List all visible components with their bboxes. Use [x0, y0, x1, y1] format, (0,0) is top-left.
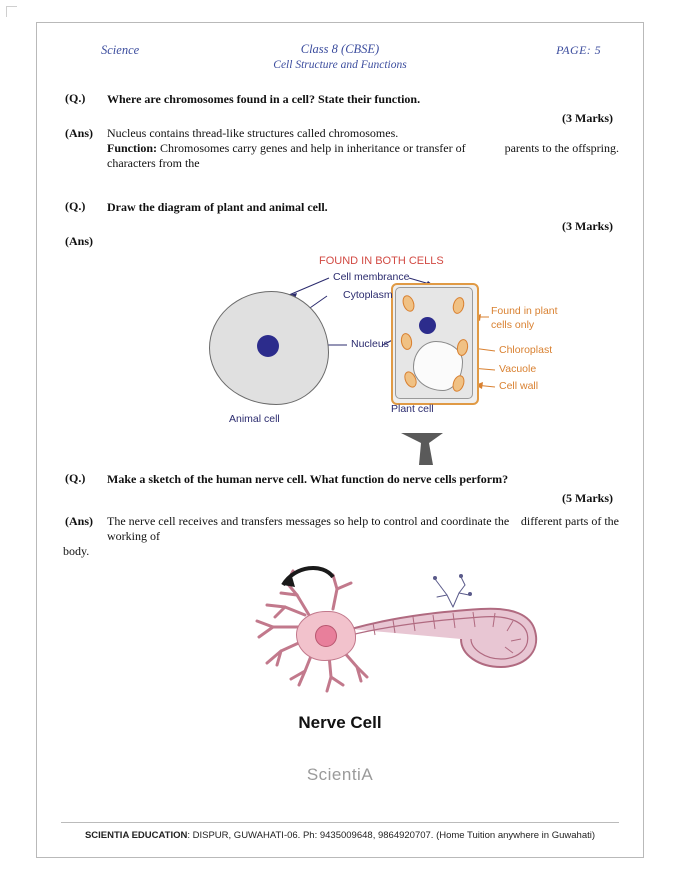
label-found-in-plant: Found in plant [491, 305, 558, 317]
figure-nerve-cell-title: Nerve Cell [298, 713, 382, 732]
label-nucleus: Nucleus [351, 338, 389, 350]
answer-tag-3: (Ans) [65, 514, 94, 528]
answer-row-1 [61, 126, 619, 171]
question-row-3 [61, 471, 619, 487]
question-row-1 [61, 91, 619, 107]
footer-brand: SCIENTIA EDUCATION [84, 830, 188, 841]
marks-3: (5 Marks) [562, 491, 613, 505]
question-text-3: Make a sketch of the human nerve cell. What function do nerve cells perform? [107, 472, 509, 486]
figure-nerve-cell [61, 563, 619, 753]
qa-block-2 [61, 199, 619, 249]
label-chloroplast: Chloroplast [499, 344, 553, 356]
answer-tag-1: (Ans) [65, 126, 94, 140]
answer-1-function-text: Chromosomes carry genes and help in inheritance or transfer of characters from the [107, 141, 466, 170]
figure-plant-animal-cell [61, 255, 619, 455]
page-header [61, 41, 619, 83]
animal-cell-nucleus [257, 335, 279, 357]
cursor-pointer-icon [399, 431, 443, 465]
answer-1-line-2 [107, 141, 619, 171]
question-tag-1: (Q.) [65, 91, 86, 105]
plant-cell-nucleus [419, 317, 436, 334]
question-tag-3: (Q.) [65, 471, 86, 485]
qa-block-1 [61, 91, 619, 171]
label-cell-wall: Cell wall [499, 380, 539, 392]
answer-3-line-2: body. [63, 544, 90, 558]
page-corner-mark [6, 6, 17, 17]
answer-text-3 [107, 514, 619, 544]
question-text-1: Where are chromosomes found in a cell? State their function. [107, 92, 421, 106]
label-cell-membrance: Cell membrance [333, 271, 410, 283]
header-subject: Science [101, 43, 140, 57]
answer-1-function-label: Function: [107, 141, 158, 155]
answer-1-line-2-tail: parents to the offspring. [504, 141, 619, 155]
question-text-2: Draw the diagram of plant and animal cell. [107, 200, 328, 214]
answer-3-line-1 [107, 514, 619, 544]
nerve-cell-nucleus [315, 625, 337, 647]
marks-2: (3 Marks) [562, 219, 613, 233]
label-vacuole: Vacuole [499, 363, 537, 375]
label-animal-cell: Animal cell [229, 413, 280, 425]
answer-1-line-2-main [107, 141, 505, 171]
question-tag-2: (Q.) [65, 199, 86, 213]
figure-title-found-in-both: FOUND IN BOTH CELLS [319, 255, 444, 267]
answer-3-line-1-tail: different parts of the [520, 514, 619, 528]
marks-1: (3 Marks) [562, 111, 613, 125]
answer-text-1 [107, 126, 619, 171]
answer-1-line-1: Nucleus contains thread-like structures called chromosomes. [107, 126, 399, 140]
answer-tag-2: (Ans) [65, 234, 94, 248]
document-page [36, 22, 644, 858]
label-found-in-plant-2: cells only [491, 319, 535, 331]
qa-block-3 [61, 471, 619, 559]
label-cytoplasm: Cytoplasm [343, 289, 393, 301]
answer-row-2 [61, 234, 619, 249]
answer-3-line-1-main: The nerve cell receives and transfers messages so help to control and coordinate the working of [107, 514, 510, 543]
header-page-number: PAGE: 5 [556, 43, 601, 57]
header-class: Class 8 (CBSE) [300, 42, 380, 56]
question-row-2 [61, 199, 619, 215]
header-chapter: Cell Structure and Functions [273, 59, 407, 71]
page-footer [61, 822, 619, 841]
answer-row-3 [61, 514, 619, 544]
watermark-scientia: ScientiA [306, 765, 374, 784]
header-center [61, 41, 619, 73]
footer-details: : DISPUR, GUWAHATI-06. Ph: 9435009648, 9864920707. (Home Tuition anywhere in Guwahati) [187, 830, 596, 841]
label-plant-cell: Plant cell [391, 403, 434, 415]
